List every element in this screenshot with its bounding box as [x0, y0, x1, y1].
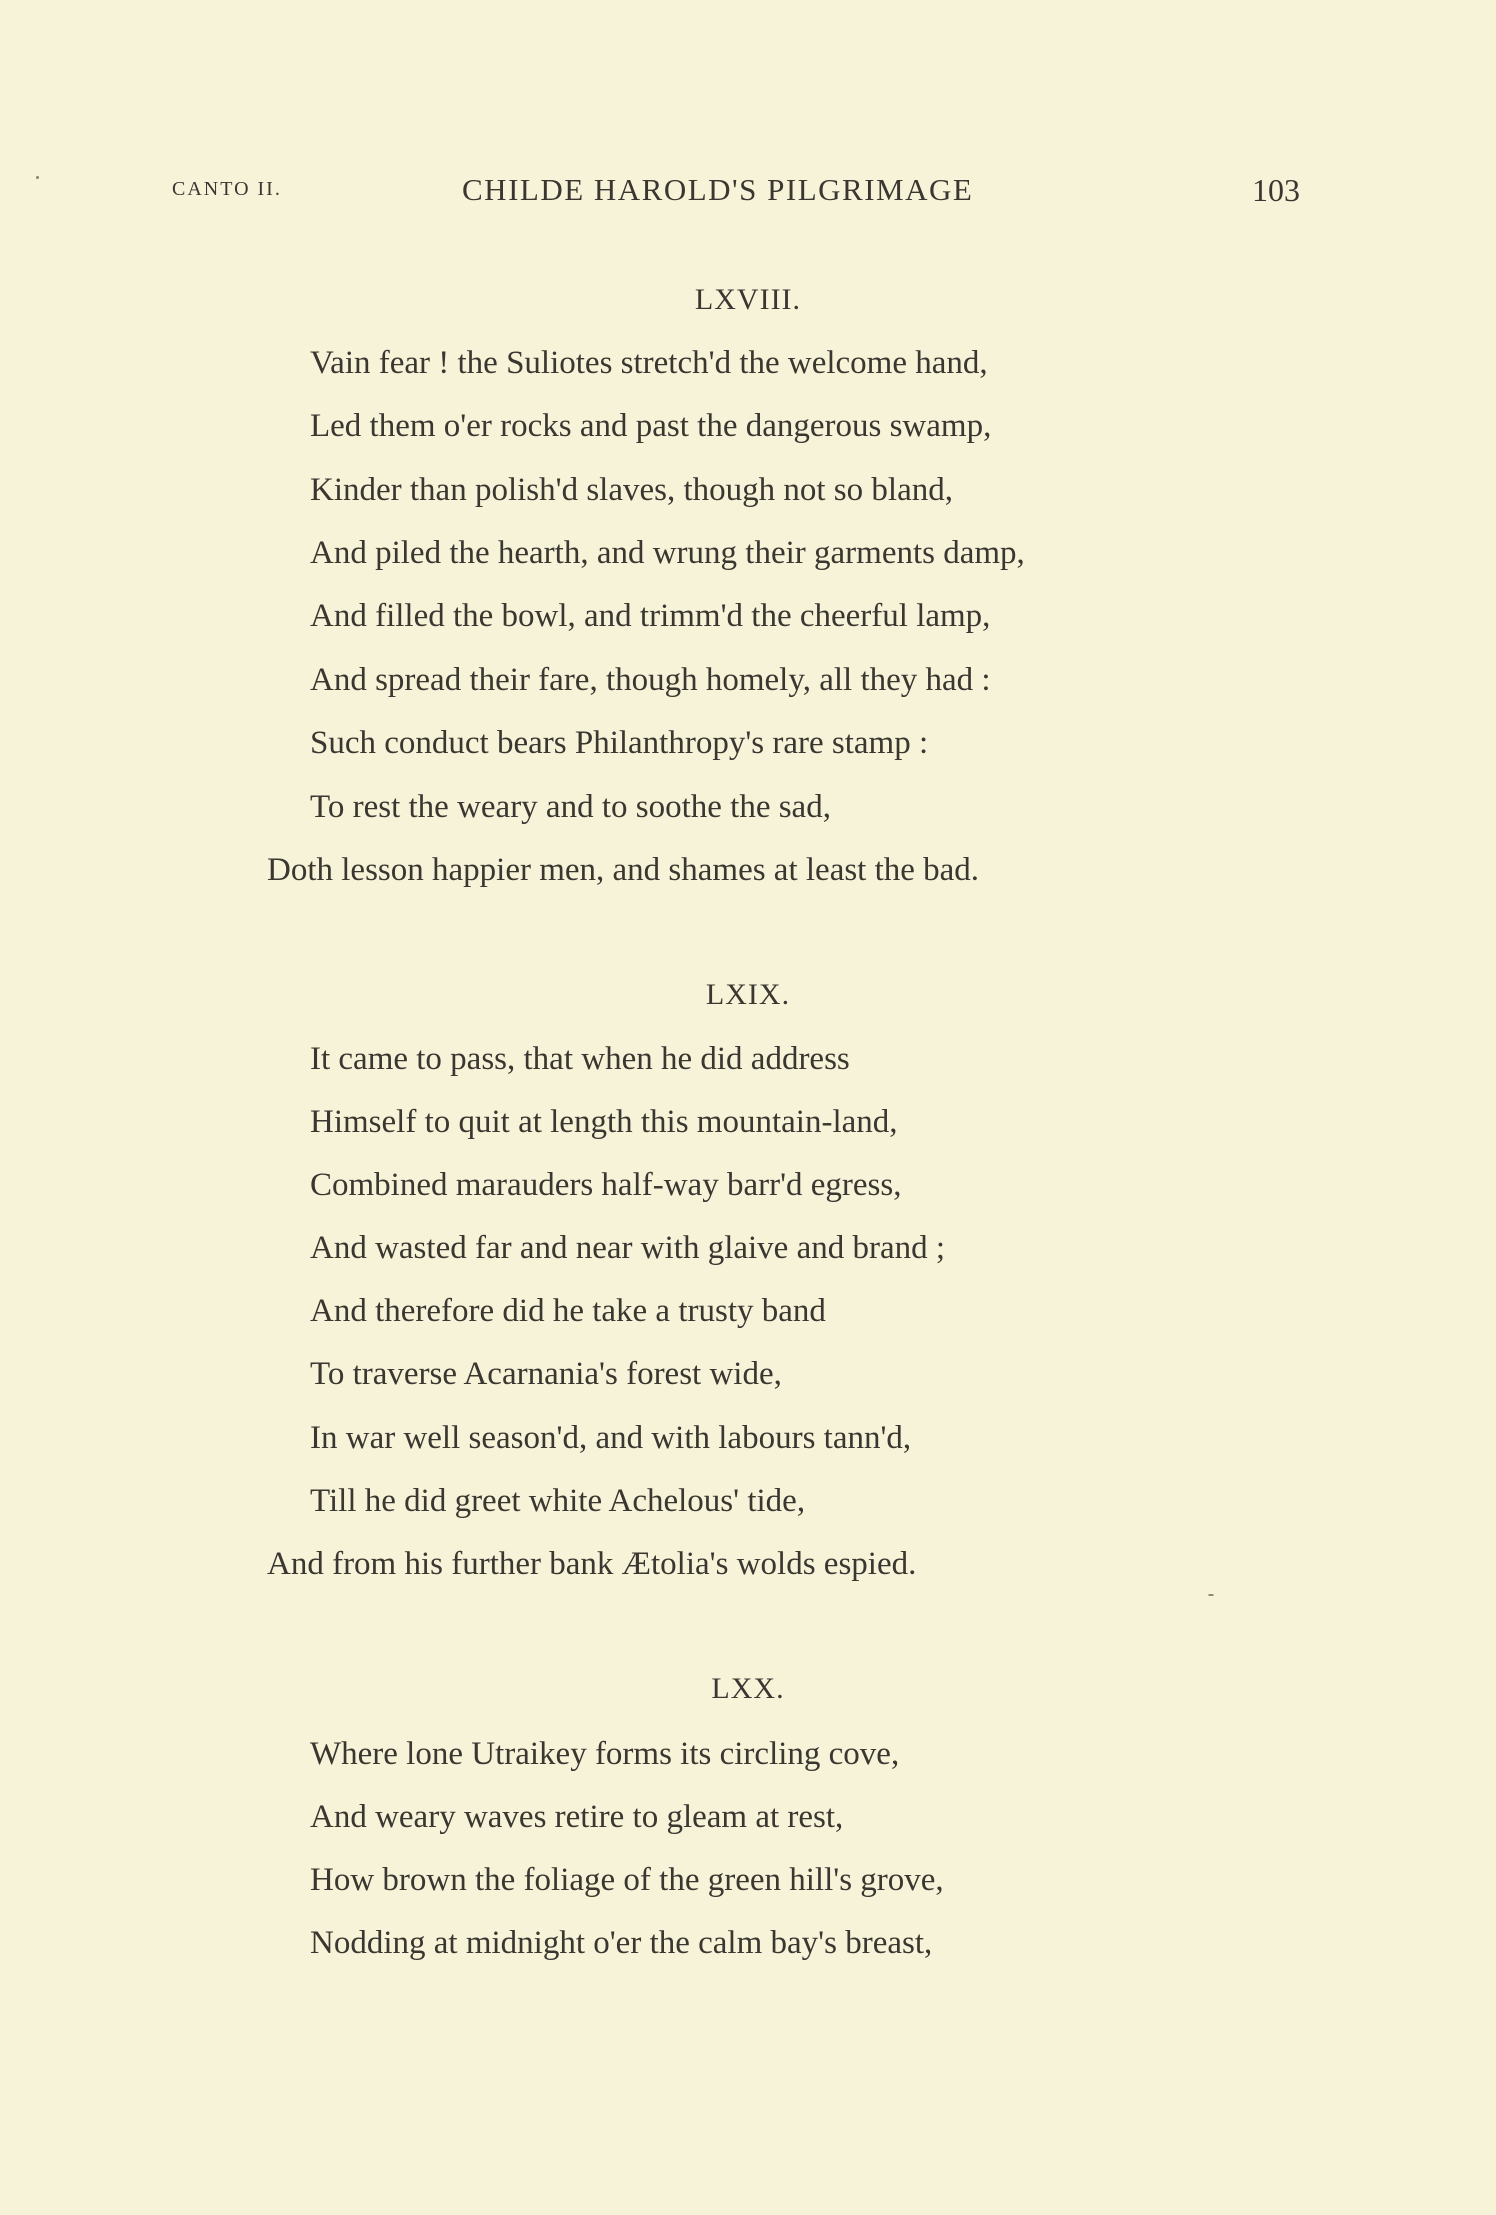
- stanza-number: LXVIII.: [694, 283, 802, 316]
- verse-line: And therefore did he take a trusty band: [310, 1293, 826, 1329]
- verse-line: And weary waves retire to gleam at rest,: [310, 1799, 844, 1835]
- page-number: 103: [1252, 172, 1300, 208]
- stanza-number: LXIX.: [705, 978, 791, 1011]
- verse-line: To rest the weary and to soothe the sad,: [310, 789, 831, 825]
- verse-line: Such conduct bears Philanthropy's rare stamp :: [310, 725, 929, 761]
- book-title: CHILDE HAROLD'S PILGRIMAGE: [462, 172, 974, 207]
- verse-line: And from his further bank Ætolia's wolds espied.: [267, 1546, 917, 1582]
- verse-line: Led them o'er rocks and past the dangerous swamp,: [310, 408, 992, 444]
- verse-line: Combined marauders half-way barr'd egress,: [310, 1167, 902, 1203]
- verse-line: Where lone Utraikey forms its circling cove,: [310, 1736, 900, 1772]
- verse-line: Vain fear ! the Suliotes stretch'd the welcome hand,: [310, 345, 988, 381]
- verse-line: And filled the bowl, and trimm'd the cheerful lamp,: [310, 598, 991, 634]
- verse-line: And wasted far and near with glaive and brand ;: [310, 1230, 946, 1266]
- canto-label: CANTO II.: [172, 178, 282, 200]
- verse-line: Himself to quit at length this mountain-land,: [310, 1104, 898, 1140]
- verse-line: Doth lesson happier men, and shames at least the bad.: [267, 852, 980, 888]
- ink-speck: [1208, 1594, 1214, 1596]
- verse-line: Kinder than polish'd slaves, though not so bland,: [310, 472, 953, 508]
- running-head: [0, 172, 1496, 212]
- verse-line: How brown the foliage of the green hill's grove,: [310, 1862, 944, 1898]
- verse-line: Nodding at midnight o'er the calm bay's breast,: [310, 1925, 933, 1961]
- verse-line: And piled the hearth, and wrung their garments damp,: [310, 535, 1025, 571]
- verse-line: In war well season'd, and with labours tann'd,: [310, 1420, 912, 1456]
- verse-line: To traverse Acarnania's forest wide,: [310, 1356, 782, 1392]
- verse-line: Till he did greet white Achelous' tide,: [310, 1483, 806, 1519]
- stanza-number: LXX.: [711, 1672, 785, 1705]
- verse-line: And spread their fare, though homely, all they had :: [310, 662, 991, 698]
- verse-line: It came to pass, that when he did address: [310, 1041, 850, 1077]
